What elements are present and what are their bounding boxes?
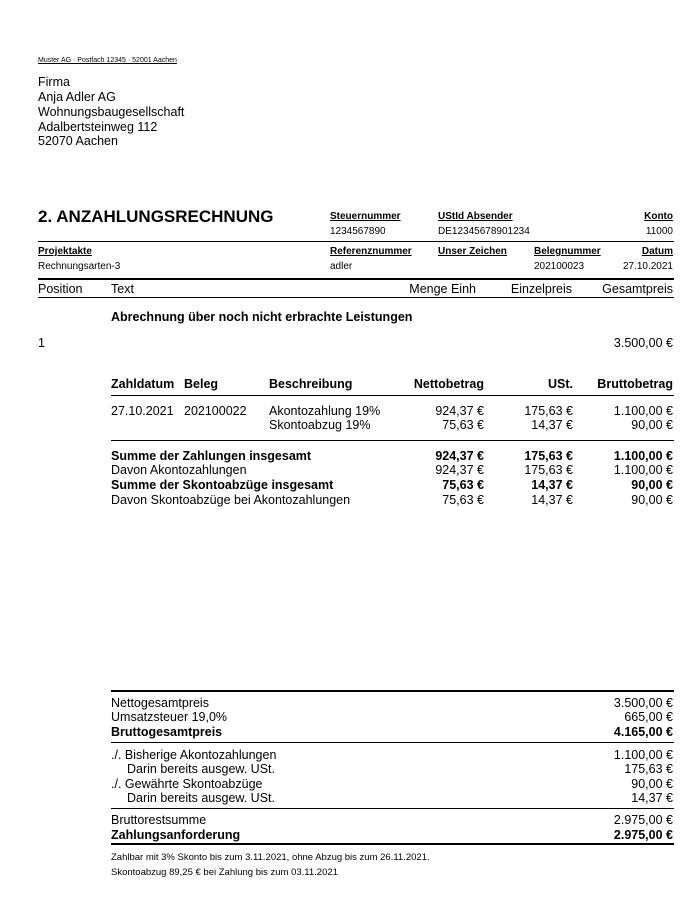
payment-row-datum: 27.10.2021 xyxy=(111,404,174,418)
totals-skonto-label: ./. Gewährte Skontoabzüge xyxy=(111,777,263,791)
sum-netto: 75,63 € xyxy=(442,478,484,492)
payment-row-beleg: 202100022 xyxy=(184,404,247,418)
totals-akonto-ust-label: Darin bereits ausgew. USt. xyxy=(127,762,275,776)
totals-forderung-label: Zahlungsanforderung xyxy=(111,828,241,842)
sum-ust: 175,63 € xyxy=(524,449,573,463)
sum-label: Davon Skontoabzüge bei Akontozahlungen xyxy=(111,493,351,507)
sum-netto: 924,37 € xyxy=(435,463,484,477)
datum-label: Datum xyxy=(641,246,673,257)
payments-header-netto: Nettobetrag xyxy=(413,377,484,391)
totals-brutto-label: Bruttogesamtpreis xyxy=(111,725,223,739)
payment-row-brutto: 1.100,00 € xyxy=(613,404,673,418)
sum-netto: 75,63 € xyxy=(442,493,484,507)
referenznummer-label: Referenznummer xyxy=(330,246,412,257)
column-header-top-rule xyxy=(38,278,674,280)
ustid-value: DE12345678901234 xyxy=(438,226,530,237)
payments-header-zahldatum: Zahldatum xyxy=(111,377,175,391)
item-position: 1 xyxy=(38,336,45,350)
totals-brutto-rule xyxy=(111,742,674,743)
steuernummer-label: Steuernummer xyxy=(330,211,401,222)
sum-ust: 14,37 € xyxy=(531,493,573,507)
totals-skonto-ust-value: 14,37 € xyxy=(631,791,673,805)
totals-top-rule xyxy=(111,690,674,692)
column-position: Position xyxy=(38,282,83,296)
sum-label: Davon Akontozahlungen xyxy=(111,463,247,477)
payments-header-beschreibung: Beschreibung xyxy=(269,377,353,391)
payment-row-ust: 14,37 € xyxy=(531,418,573,432)
totals-akonto-label: ./. Bisherige Akontozahlungen xyxy=(111,748,277,762)
ustid-label: UStId Absender xyxy=(438,211,513,222)
totals-akonto-ust-value: 175,63 € xyxy=(624,762,673,776)
payment-row-netto: 75,63 € xyxy=(442,418,484,432)
column-einzelpreis: Einzelpreis xyxy=(510,282,572,296)
payments-header-beleg: Beleg xyxy=(184,377,219,391)
totals-ust-value: 665,00 € xyxy=(624,710,673,724)
steuernummer-value: 1234567890 xyxy=(330,226,386,237)
totals-netto-label: Nettogesamtpreis xyxy=(111,696,209,710)
payments-header-rule xyxy=(111,395,674,396)
column-gesamtpreis: Gesamtpreis xyxy=(602,282,673,296)
datum-value: 27.10.2021 xyxy=(622,261,673,272)
sum-ust: 175,63 € xyxy=(524,463,573,477)
recipient-line-3: Wohnungsbaugesellschaft xyxy=(38,105,185,119)
sum-netto: 924,37 € xyxy=(435,449,484,463)
section-title: Abrechnung über noch nicht erbrachte Leistungen xyxy=(111,310,413,324)
recipient-line-4: Adalbertsteinweg 112 xyxy=(38,120,158,134)
totals-forderung-value: 2.975,00 € xyxy=(613,828,673,842)
item-gesamtpreis: 3.500,00 € xyxy=(613,336,673,350)
payment-row-brutto: 90,00 € xyxy=(631,418,673,432)
totals-skonto-ust-label: Darin bereits ausgew. USt. xyxy=(127,791,275,805)
recipient-line-5: 52070 Aachen xyxy=(38,134,118,148)
payment-terms-line-1: Zahlbar mit 3% Skonto bis zum 3.11.2021, ohne Abzug bis zum 26.11.2021. xyxy=(111,852,430,863)
sum-label: Summe der Zahlungen insgesamt xyxy=(111,449,312,463)
column-header-bottom-rule xyxy=(38,297,674,298)
sum-brutto: 1.100,00 € xyxy=(613,463,673,477)
payment-terms-line-2: Skontoabzug 89,25 € bei Zahlung bis zum 03.11.2021 xyxy=(111,867,338,878)
payment-row-netto: 924,37 € xyxy=(435,404,484,418)
totals-rest-rule xyxy=(111,808,674,809)
totals-rest-value: 2.975,00 € xyxy=(613,813,673,827)
totals-brutto-value: 4.165,00 € xyxy=(613,725,673,739)
konto-value: 11000 xyxy=(645,226,673,237)
payments-header-brutto: Bruttobetrag xyxy=(597,377,673,391)
totals-akonto-value: 1.100,00 € xyxy=(613,748,673,762)
sum-brutto: 1.100,00 € xyxy=(613,449,673,463)
header-divider xyxy=(38,241,674,242)
konto-label: Konto xyxy=(644,211,673,222)
payment-row-ust: 175,63 € xyxy=(524,404,573,418)
unser-zeichen-label: Unser Zeichen xyxy=(438,246,507,257)
totals-ust-label: Umsatzsteuer 19,0% xyxy=(111,710,228,724)
column-text: Text xyxy=(111,282,134,296)
payments-sum-rule xyxy=(111,440,674,441)
payment-row-beschreibung: Akontozahlung 19% xyxy=(269,404,381,418)
sender-line: Muster AG · Postfach 12345 · 52001 Aachen xyxy=(38,57,177,64)
projektakte-label: Projektakte xyxy=(38,246,92,257)
sum-ust: 14,37 € xyxy=(531,478,573,492)
payments-header-ust: USt. xyxy=(548,377,573,391)
projektakte-value: Rechnungsarten-3 xyxy=(38,261,121,272)
belegnummer-label: Belegnummer xyxy=(534,246,601,257)
totals-bottom-rule xyxy=(111,843,674,845)
column-menge-einh: Menge Einh xyxy=(409,282,476,296)
recipient-line-2: Anja Adler AG xyxy=(38,90,116,104)
totals-rest-label: Bruttorestsumme xyxy=(111,813,207,827)
referenznummer-value: adler xyxy=(330,261,353,272)
payment-row-beschreibung: Skontoabzug 19% xyxy=(269,418,371,432)
belegnummer-value: 202100023 xyxy=(534,261,585,272)
totals-skonto-value: 90,00 € xyxy=(631,777,673,791)
sum-brutto: 90,00 € xyxy=(631,478,673,492)
document-title: 2. ANZAHLUNGSRECHNUNG xyxy=(38,207,274,226)
sum-brutto: 90,00 € xyxy=(631,493,673,507)
sum-label: Summe der Skontoabzüge insgesamt xyxy=(111,478,334,492)
totals-netto-value: 3.500,00 € xyxy=(613,696,673,710)
recipient-line-1: Firma xyxy=(38,75,70,89)
